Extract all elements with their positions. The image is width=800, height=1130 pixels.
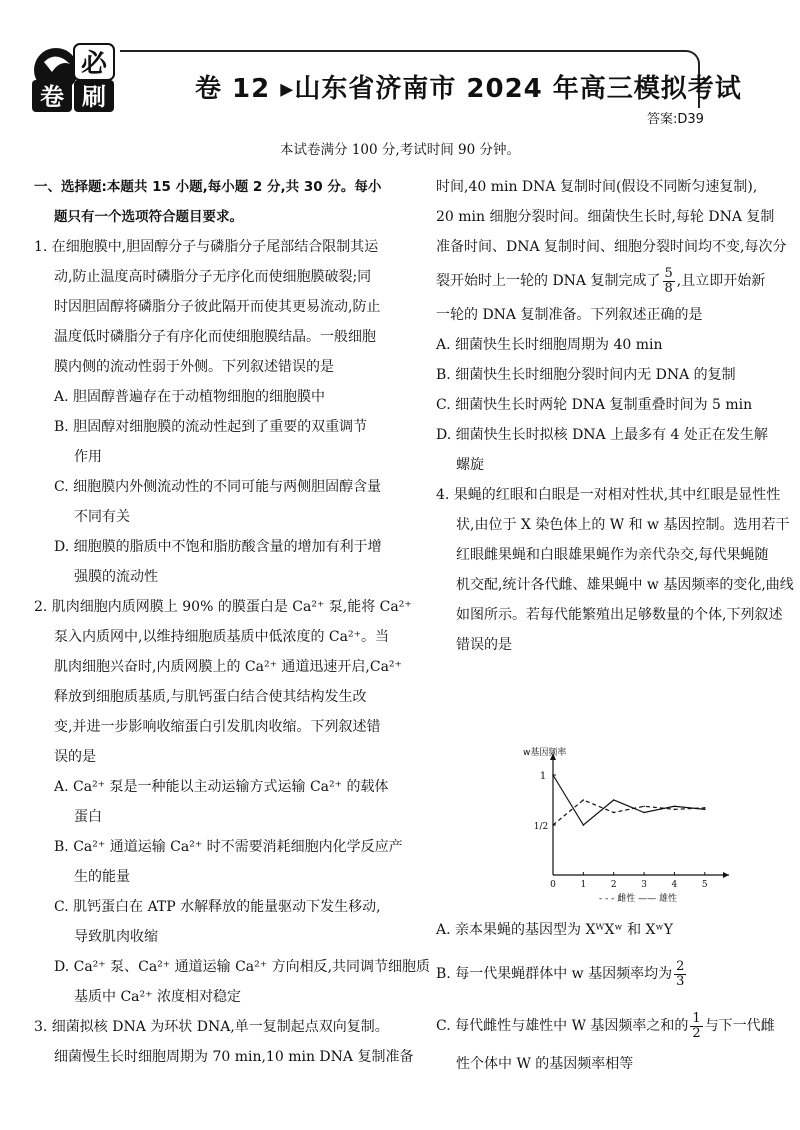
y-tick-label: 1: [539, 771, 547, 782]
left-col-line: 误的是: [54, 749, 96, 765]
data-point: [704, 809, 706, 811]
data-point: [674, 805, 676, 807]
q3-fraction-line: [436, 262, 786, 300]
left-col-line: B. Ca²⁺ 通道运输 Ca²⁺ 时不需要消耗细胞内化学反应产: [54, 839, 403, 855]
right-col-line: D. 细菌快生长时拟核 DNA 上最多有 4 处正在发生解: [436, 427, 768, 443]
frac-den: 3: [676, 973, 685, 989]
data-point: [643, 805, 645, 807]
logo-char-top: 必: [80, 49, 108, 79]
data-point: [583, 824, 585, 826]
page-title: 卷 12 ▸山东省济南市 2024 年高三模拟考试: [195, 74, 742, 104]
left-col-line: C. 细胞膜内外侧流动性的不同可能与两侧胆固醇含量: [54, 479, 382, 495]
left-col-line: 膜内侧的流动性弱于外侧。下列叙述错误的是: [54, 359, 334, 375]
left-col-line: C. 肌钙蛋白在 ATP 水解释放的能量驱动下发生移动,: [54, 899, 381, 915]
frac-num: 1: [692, 1010, 701, 1026]
left-column: [34, 172, 431, 1072]
right-col-line: 螺旋: [456, 457, 484, 473]
right-col-line: 一轮的 DNA 复制准备。下列叙述正确的是: [436, 307, 703, 323]
logo-char-left: 卷: [40, 83, 64, 111]
fraction-two-thirds: [674, 960, 686, 989]
left-col-line: 释放到细胞质基质,与肌钙蛋白结合使其结构发生改: [54, 689, 367, 705]
left-col-line: 动,防止温度高时磷脂分子无序化而使细胞膜破裂;同: [54, 269, 372, 285]
right-col-line: 时间,40 min DNA 复制时间(假设不同断匀速复制),: [436, 179, 758, 195]
q4-option-b: [436, 955, 786, 993]
exam-intro: 本试卷满分 100 分,考试时间 90 分钟。: [280, 142, 520, 158]
left-col-line: 3. 细菌拟核 DNA 为环状 DNA,单一复制起点双向复制。: [34, 1019, 389, 1035]
data-point: [643, 812, 645, 814]
x-tick-label: 0: [550, 880, 556, 890]
q4-options: [436, 915, 786, 1079]
data-point: [674, 809, 676, 811]
right-col-line: C. 细菌快生长时两轮 DNA 复制重叠时间为 5 min: [436, 397, 753, 413]
q4-option-c-after: 与下一代雌: [704, 1018, 775, 1034]
fraction-one-half: [690, 1012, 702, 1041]
left-col-line: 不同有关: [74, 509, 130, 525]
x-tick-label: 5: [701, 880, 708, 890]
left-col-line: 导致肌肉收缩: [74, 929, 158, 945]
fraction-five-eighths: [663, 267, 675, 296]
left-col-line: B. 胆固醇对细胞膜的流动性起到了重要的双重调节: [54, 419, 368, 435]
logo-char-right: 刷: [82, 83, 106, 111]
x-tick-label: 4: [671, 880, 678, 890]
left-col-line: 一、选择题:本题共 15 小题,每小题 2 分,共 30 分。每小: [34, 179, 382, 195]
chart-legend: - - - 雌性 —— 雄性: [598, 894, 678, 904]
data-point: [704, 807, 706, 809]
data-point: [613, 812, 615, 814]
q4-option-c-text: C. 每代雌性与雄性中 W 基因频率之和的: [436, 1018, 689, 1034]
left-col-line: 强膜的流动性: [74, 569, 158, 585]
q3-text-after: ,且立即开始新: [676, 273, 766, 289]
right-col-line: 如图所示。若每代能繁殖出足够数量的个体,下列叙述: [456, 607, 783, 623]
right-col-line: 红眼雌果蝇和白眼雄果蝇作为亲代杂交,每代果蝇随: [456, 547, 769, 563]
left-col-line: 温度低时磷脂分子有序化而使细胞膜结晶。一般细胞: [54, 329, 376, 345]
left-col-line: D. Ca²⁺ 泵、Ca²⁺ 通道运输 Ca²⁺ 方向相反,共同调节细胞质: [54, 959, 431, 975]
y-tick-label: 1/2: [533, 822, 549, 832]
x-tick-label: 2: [610, 880, 617, 890]
left-col-line: 蛋白: [74, 809, 102, 825]
left-col-line: 肌肉细胞兴奋时,内质网膜上的 Ca²⁺ 通道迅速开启,Ca²⁺: [54, 659, 402, 675]
right-col-line: 准备时间、DNA 复制时间、细胞分裂时间均不变,每次分: [436, 239, 787, 255]
frac-num: 2: [676, 958, 685, 974]
q4-option-b-text: B. 每一代果蝇群体中 w 基因频率均为: [436, 966, 673, 982]
left-col-line: 生的能量: [74, 869, 130, 885]
right-column: [436, 172, 794, 660]
left-col-line: A. 胆固醇普遍存在于动植物细胞的细胞膜中: [54, 389, 326, 405]
x-tick-label: 3: [641, 880, 647, 890]
left-col-line: 作用: [74, 449, 102, 465]
right-col-line: 错误的是: [456, 637, 512, 653]
answer-code: 答案:D39: [643, 108, 708, 127]
right-col-line: B. 细菌快生长时细胞分裂时间内无 DNA 的复制: [436, 367, 736, 383]
left-col-line: 1. 在细胞膜中,胆固醇分子与磷脂分子尾部结合限制其运: [34, 239, 379, 255]
q3-text-before: 裂开始时上一轮的 DNA 复制完成了: [436, 273, 661, 289]
left-col-line: A. Ca²⁺ 泵是一种能以主动运输方式运输 Ca²⁺ 的载体: [54, 779, 389, 795]
left-col-line: 泵入内质网中,以维持细胞质基质中低浓度的 Ca²⁺。当: [54, 629, 389, 645]
data-point: [552, 774, 554, 776]
q4-option-c-line2: 性个体中 W 的基因频率相等: [456, 1056, 634, 1072]
q4-option-c: [436, 1007, 786, 1045]
right-col-line: A. 细菌快生长时细胞周期为 40 min: [436, 337, 663, 353]
data-point: [583, 799, 585, 801]
y-axis-label: w基因频率: [523, 748, 567, 758]
left-col-line: 时因胆固醇将磷脂分子彼此隔开而使其更易流动,防止: [54, 299, 381, 315]
frac-num: 5: [664, 265, 673, 281]
left-col-line: 变,并进一步影响收缩蛋白引发肌肉收缩。下列叙述错: [54, 719, 381, 735]
right-col-line: 20 min 细胞分裂时间。细菌快生长时,每轮 DNA 复制: [436, 209, 775, 225]
w-frequency-chart: [515, 745, 735, 905]
left-col-line: D. 细胞膜的脂质中不饱和脂肪酸含量的增加有利于增: [54, 539, 382, 555]
data-point: [552, 824, 554, 826]
x-axis-arrow: [723, 872, 729, 878]
right-col-line: 状,由位于 X 染色体上的 W 和 w 基因控制。选用若干: [456, 517, 790, 533]
frac-den: 2: [692, 1025, 701, 1041]
right-col-line: 机交配,统计各代雌、雄果蝇中 w 基因频率的变化,曲线: [456, 577, 794, 593]
left-col-line: 基质中 Ca²⁺ 浓度相对稳定: [74, 989, 241, 1005]
right-col-line: 4. 果蝇的红眼和白眼是一对相对性状,其中红眼是显性性: [436, 487, 781, 503]
q4-option-a: A. 亲本果蝇的基因型为 XᵂXʷ 和 XʷY: [436, 922, 673, 938]
series-line-male: [553, 775, 705, 825]
left-col-line: 题只有一个选项符合题目要求。: [54, 209, 243, 225]
frac-den: 8: [664, 280, 673, 296]
x-tick-label: 1: [580, 880, 587, 890]
left-col-line: 细菌慢生长时细胞周期为 70 min,10 min DNA 复制准备: [54, 1049, 414, 1065]
brand-logo: [30, 42, 116, 114]
left-col-line: 2. 肌肉细胞内质网膜上 90% 的膜蛋白是 Ca²⁺ 泵,能将 Ca²⁺: [34, 599, 412, 615]
data-point: [613, 799, 615, 801]
